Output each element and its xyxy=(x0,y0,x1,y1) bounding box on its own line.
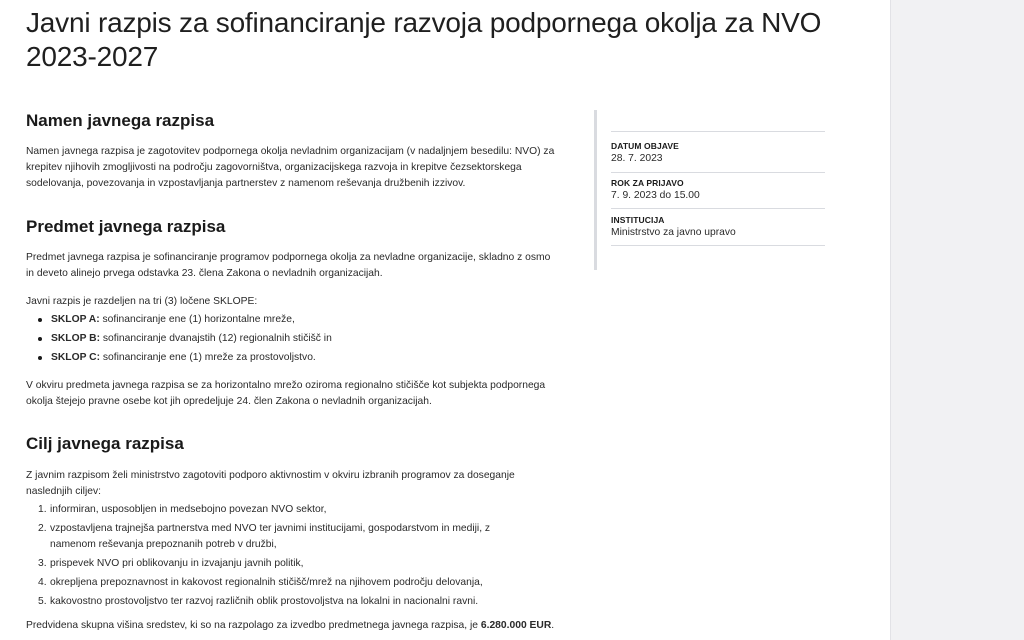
sklop-label: SKLOP A: xyxy=(51,314,100,325)
meta-label: DATUM OBJAVE xyxy=(611,141,679,151)
divider xyxy=(611,245,825,246)
sklop-item xyxy=(50,331,550,347)
sklop-item xyxy=(50,312,550,328)
goal-text: okrepljena prepoznavnost in kakovost regionalnih stičišč/mrež na njihovem področju delovanja, xyxy=(50,577,483,588)
meta-label: ROK ZA PRIJAVO xyxy=(611,178,684,188)
goal-text: vzpostavljena trajnejša partnerstva med NVO ter javnimi institucijami, gospodarstvom in mediji, z namenom reševanja prepoznanih potreb v družbi, xyxy=(50,523,491,550)
goal-number: 4. xyxy=(38,577,47,588)
goal-item xyxy=(38,521,528,553)
funding-text xyxy=(26,618,586,634)
sklop-label: SKLOP C: xyxy=(51,352,101,363)
metadata-sidebar xyxy=(594,110,827,270)
divider xyxy=(611,172,825,173)
predmet-note: V okviru predmeta javnega razpisa se za horizontalno mrežo oziroma regionalno stičišče kot subjekta podpornega okolja štejejo pravne osebe kot jih opredeljuje 24. člen Zakona o nevladnih organizacijah. xyxy=(26,380,546,407)
goal-item xyxy=(38,594,528,610)
meta-value: Ministrstvo za javno upravo xyxy=(611,227,736,238)
sklop-text: sofinanciranje dvanajstih (12) regionalnih stičišč in xyxy=(100,333,332,344)
divider xyxy=(611,208,825,209)
funding-intro: Predvidena skupna višina sredstev, ki so na razpolago za izvedbo predmetnega javnega razpisa, je xyxy=(26,620,481,631)
goal-number: 2. xyxy=(38,523,47,534)
divider xyxy=(611,131,825,132)
section-heading-cilj: Cilj javnega razpisa xyxy=(26,434,184,453)
sklopi-list xyxy=(50,312,550,369)
meta-value: 28. 7. 2023 xyxy=(611,153,663,164)
section-heading-namen: Namen javnega razpisa xyxy=(26,111,215,130)
sklop-text: sofinanciranje ene (1) horizontalne mreže, xyxy=(99,314,295,325)
goal-item xyxy=(38,575,528,591)
goal-number: 3. xyxy=(38,558,47,569)
goal-item xyxy=(38,556,528,572)
page-title: Javni razpis za sofinanciranje razvoja podpornega okolja za NVO 2023-2027 xyxy=(26,7,822,72)
goal-item xyxy=(38,502,528,518)
sklopi-intro: Javni razpis je razdeljen na tri (3) ločene SKLOPE: xyxy=(26,296,258,307)
funding-amount: 6.280.000 EUR xyxy=(480,620,552,631)
meta-institucija xyxy=(611,215,825,239)
section-text-predmet: Predmet javnega razpisa je sofinanciranje programov podpornega okolja za nevladne organizacije, skladno z osmo in deveto alinejo prvega odstavka 23. člena Zakona o nevladnih organizacijah. xyxy=(26,252,551,279)
section-text-cilj: Z javnim razpisom želi ministrstvo zagotoviti podporo aktivnostim v okviru izbranih programov za doseganje naslednjih ciljev: xyxy=(26,470,515,497)
section-text-namen: Namen javnega razpisa je zagotovitev podpornega okolja nevladnim organizacijam (v nadaljnjem besedilu: NVO) za krepitev njihovih zmogljivosti na področju zagovorništva, organizacijskega razvoja in krepitve čezsektorskega sodelovanja, povezovanja in vzpostavljanja partnerstev z namenom reševanja družbenih izzivov. xyxy=(26,146,555,189)
goal-text: kakovostno prostovoljstvo ter razvoj različnih oblik prostovoljstva na lokalni in nacionalni ravni. xyxy=(50,596,479,607)
sklop-label: SKLOP B: xyxy=(51,333,101,344)
sklop-item xyxy=(50,350,550,366)
goal-number: 1. xyxy=(38,504,47,515)
meta-rok-za-prijavo xyxy=(611,178,825,202)
meta-datum-objave xyxy=(611,141,825,165)
goals-list xyxy=(38,502,528,613)
section-heading-predmet: Predmet javnega razpisa xyxy=(26,217,226,236)
meta-label: INSTITUCIJA xyxy=(611,215,665,225)
page-margin-background xyxy=(890,0,1024,640)
sklop-text: sofinanciranje ene (1) mreže za prostovoljstvo. xyxy=(100,352,316,363)
funding-end: . xyxy=(551,620,555,631)
goal-text: prispevek NVO pri oblikovanju in izvajanju javnih politik, xyxy=(50,558,304,569)
goal-number: 5. xyxy=(38,596,47,607)
meta-value: 7. 9. 2023 do 15.00 xyxy=(611,190,700,201)
goal-text: informiran, usposobljen in medsebojno povezan NVO sektor, xyxy=(50,504,327,515)
